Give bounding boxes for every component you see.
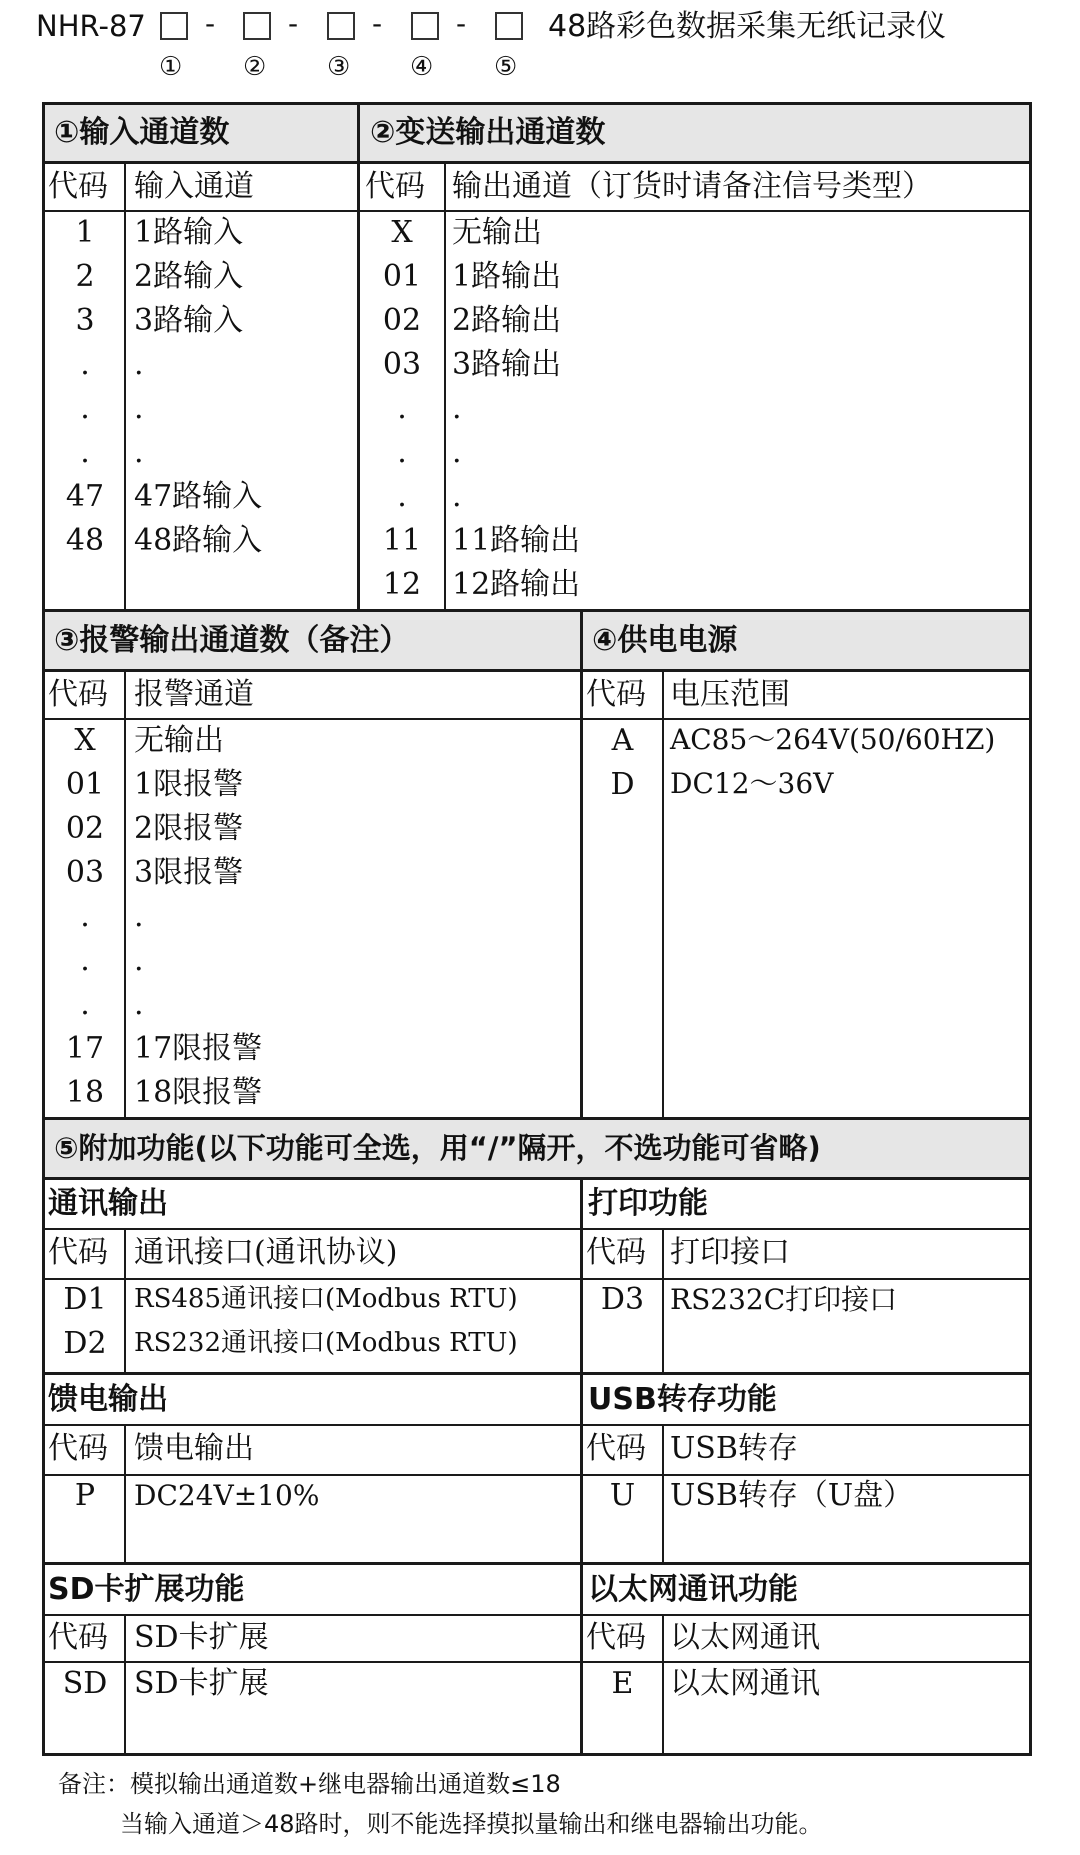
sec3-desc: 无输出	[134, 723, 224, 758]
sec3-col-code: 代码	[48, 677, 108, 712]
usb-title: USB转存功能	[588, 1382, 777, 1417]
sec3-code: 17	[65, 1031, 105, 1066]
sec2-desc: 1路输出	[452, 259, 562, 294]
sec1-code: .	[80, 435, 90, 470]
sec1-code: 1	[75, 215, 95, 250]
sec2-col-code: 代码	[365, 169, 425, 204]
sec1-desc: 47路输入	[134, 479, 263, 514]
sec2-desc: 无输出	[452, 215, 542, 250]
note-line-2: 当输入通道＞48路时，则不能选择摸拟量输出和继电器输出功能。	[120, 1810, 823, 1838]
sec1-col-code: 代码	[48, 169, 108, 204]
sd-code: SD	[62, 1666, 108, 1701]
sec2-desc: 2路输出	[452, 303, 562, 338]
sec1-title: ①输入通道数	[54, 115, 230, 150]
sec3-desc: 1限报警	[134, 767, 244, 802]
sec1-code: .	[80, 391, 90, 426]
sec1-col-desc: 输入通道	[134, 169, 254, 204]
slot-box-4	[411, 12, 439, 40]
comm-code: D1	[63, 1282, 107, 1317]
sd-title: SD卡扩展功能	[48, 1572, 245, 1607]
feed-col-desc: 馈电输出	[134, 1431, 254, 1466]
slot-label-3: ③	[327, 52, 351, 82]
model-prefix: NHR-87	[36, 9, 146, 43]
sec2-desc: .	[452, 479, 462, 514]
sd-col-code: 代码	[48, 1620, 108, 1655]
slot-dash: -	[288, 7, 299, 40]
sec3-desc: .	[134, 987, 144, 1022]
feed-col-code: 代码	[48, 1431, 108, 1466]
sec2-code: 12	[382, 567, 422, 602]
page-title: 48路彩色数据采集无纸记录仪	[548, 9, 947, 44]
slot-box-5	[495, 12, 523, 40]
sec4-code: D	[610, 767, 635, 802]
sec3-desc: .	[134, 899, 144, 934]
slot-label-2: ②	[243, 52, 267, 82]
print-title: 打印功能	[588, 1186, 708, 1221]
slot-box-2	[243, 12, 271, 40]
sec3-desc: 17限报警	[134, 1031, 263, 1066]
slot-box-1	[160, 12, 188, 40]
sec5-title: ⑤附加功能(以下功能可全选，用“/”隔开，不选功能可省略)	[54, 1131, 821, 1165]
sec1-desc: 3路输入	[134, 303, 244, 338]
sec1-code: 3	[75, 303, 95, 338]
sec3-code: 02	[65, 811, 105, 846]
sec1-desc: 2路输入	[134, 259, 244, 294]
sec1-desc: 48路输入	[134, 523, 263, 558]
usb-col-desc: USB转存	[670, 1431, 798, 1466]
comm-code: D2	[63, 1326, 107, 1361]
sec3-code: .	[80, 899, 90, 934]
comm-col-desc: 通讯接口(通讯协议)	[134, 1235, 398, 1270]
sec4-desc: DC12～36V	[670, 767, 834, 800]
sec1-code: 2	[75, 259, 95, 294]
sec2-code: 01	[382, 259, 422, 294]
usb-desc: USB转存（U盘）	[670, 1478, 914, 1513]
eth-desc: 以太网通讯	[670, 1666, 820, 1701]
sec2-desc: .	[452, 435, 462, 470]
comm-col-code: 代码	[48, 1235, 108, 1270]
eth-title: 以太网通讯功能	[588, 1572, 798, 1607]
slot-dash: -	[372, 7, 383, 40]
sec2-code: 02	[382, 303, 422, 338]
sec2-code: 11	[382, 523, 422, 558]
sec1-desc: .	[134, 347, 144, 382]
print-col-desc: 打印接口	[670, 1235, 790, 1270]
eth-col-code: 代码	[586, 1620, 646, 1655]
note-line-1: 备注：模拟输出通道数+继电器输出通道数≤18	[58, 1770, 561, 1798]
eth-col-desc: 以太网通讯	[670, 1620, 820, 1655]
sec1-code: .	[80, 347, 90, 382]
usb-col-code: 代码	[586, 1431, 646, 1466]
sec4-code: A	[611, 723, 634, 758]
comm-title: 通讯输出	[48, 1186, 168, 1221]
feed-desc: DC24V±10%	[134, 1479, 320, 1512]
sd-col-desc: SD卡扩展	[134, 1620, 269, 1655]
sec2-code: .	[397, 435, 407, 470]
sec2-desc: 11路输出	[452, 523, 581, 558]
print-col-code: 代码	[586, 1235, 646, 1270]
slot-dash: -	[205, 7, 216, 40]
print-desc: RS232C打印接口	[670, 1283, 898, 1316]
slot-label-5: ⑤	[494, 52, 518, 82]
eth-code: E	[611, 1666, 634, 1701]
sec1-desc: 1路输入	[134, 215, 244, 250]
sec3-desc: 2限报警	[134, 811, 244, 846]
slot-box-3	[327, 12, 355, 40]
sec3-code: 03	[65, 855, 105, 890]
sec4-col-desc: 电压范围	[670, 677, 790, 712]
sec2-title: ②变送输出通道数	[370, 115, 606, 150]
sec3-code: 18	[65, 1075, 105, 1110]
sec3-desc: .	[134, 943, 144, 978]
sec3-code: .	[80, 943, 90, 978]
sec4-col-code: 代码	[586, 677, 646, 712]
sec2-code: X	[391, 215, 413, 250]
slot-label-1: ①	[159, 52, 183, 82]
sec3-col-desc: 报警通道	[134, 677, 254, 712]
sec2-desc: 12路输出	[452, 567, 581, 602]
sec4-title: ④供电电源	[592, 623, 738, 658]
sec2-desc: 3路输出	[452, 347, 562, 382]
feed-title: 馈电输出	[48, 1382, 168, 1417]
sec4-desc: AC85～264V(50/60HZ)	[670, 723, 996, 756]
sec2-code: .	[397, 391, 407, 426]
sec2-desc: .	[452, 391, 462, 426]
sec3-desc: 18限报警	[134, 1075, 263, 1110]
sec1-desc: .	[134, 391, 144, 426]
usb-code: U	[609, 1478, 636, 1513]
sec3-code: X	[74, 723, 96, 758]
sec1-code: 47	[65, 479, 105, 514]
print-code: D3	[600, 1282, 645, 1317]
sec2-col-desc: 输出通道（订货时请备注信号类型）	[452, 169, 932, 204]
feed-code: P	[74, 1478, 96, 1513]
sd-desc: SD卡扩展	[134, 1666, 269, 1701]
sec2-code: .	[397, 479, 407, 514]
comm-desc: RS485通讯接口(Modbus RTU)	[134, 1284, 518, 1314]
slot-label-4: ④	[410, 52, 434, 82]
sec3-desc: 3限报警	[134, 855, 244, 890]
sec3-code: 01	[65, 767, 105, 802]
sec1-code: 48	[65, 523, 105, 558]
slot-dash: -	[456, 7, 467, 40]
sec1-desc: .	[134, 435, 144, 470]
sec3-code: .	[80, 987, 90, 1022]
sec2-code: 03	[382, 347, 422, 382]
comm-desc: RS232通讯接口(Modbus RTU)	[134, 1328, 518, 1358]
sec3-title: ③报警输出通道数（备注）	[54, 623, 410, 658]
